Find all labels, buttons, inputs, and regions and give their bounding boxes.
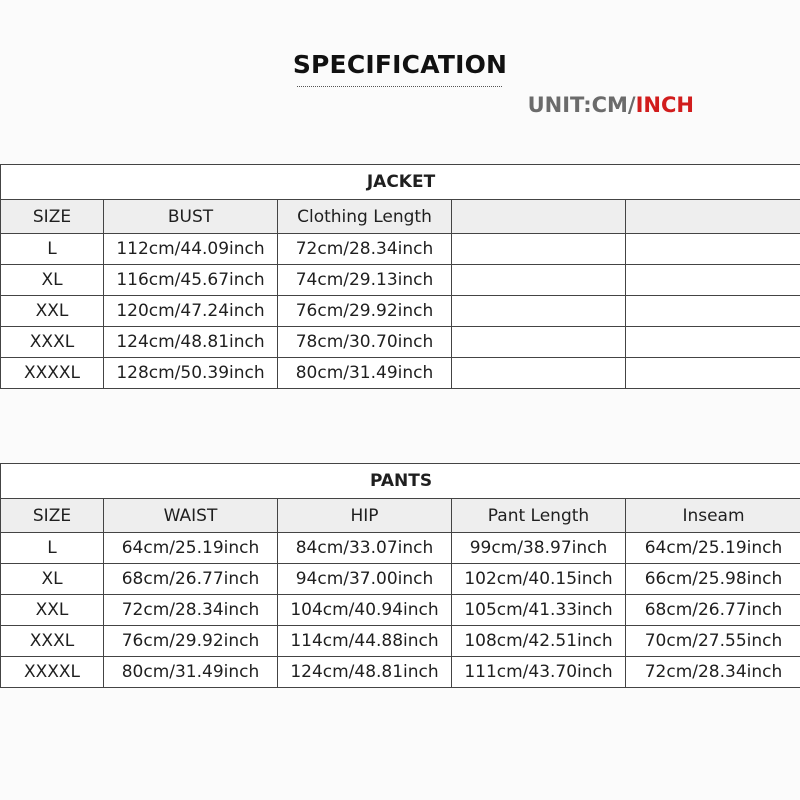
- length-cell: 80cm/31.49inch: [278, 358, 452, 389]
- unit-prefix: UNIT:CM/: [527, 93, 636, 117]
- size-cell: XXL: [1, 595, 104, 626]
- pant-length-cell: 108cm/42.51inch: [452, 626, 626, 657]
- column-header: [626, 200, 800, 234]
- pant-length-cell: 99cm/38.97inch: [452, 533, 626, 564]
- inseam-cell: 72cm/28.34inch: [626, 657, 800, 688]
- column-header: BUST: [104, 200, 278, 234]
- hip-cell: 104cm/40.94inch: [278, 595, 452, 626]
- size-cell: L: [1, 234, 104, 265]
- jacket-title-row: [1, 165, 800, 200]
- inseam-cell: 66cm/25.98inch: [626, 564, 800, 595]
- table-row: [1, 657, 800, 688]
- empty-cell: [626, 358, 800, 389]
- jacket-size-table: [0, 164, 800, 389]
- size-cell: XXXL: [1, 626, 104, 657]
- size-cell: L: [1, 533, 104, 564]
- page-title: SPECIFICATION: [292, 50, 508, 79]
- size-cell: XXXXL: [1, 358, 104, 389]
- waist-cell: 64cm/25.19inch: [104, 533, 278, 564]
- bust-cell: 116cm/45.67inch: [104, 265, 278, 296]
- column-header: HIP: [278, 499, 452, 533]
- column-header: [452, 200, 626, 234]
- column-header: SIZE: [1, 200, 104, 234]
- length-cell: 76cm/29.92inch: [278, 296, 452, 327]
- pants-title: PANTS: [1, 464, 800, 499]
- bust-cell: 120cm/47.24inch: [104, 296, 278, 327]
- hip-cell: 94cm/37.00inch: [278, 564, 452, 595]
- hip-cell: 84cm/33.07inch: [278, 533, 452, 564]
- pants-size-table: [0, 463, 800, 688]
- empty-cell: [452, 265, 626, 296]
- pant-length-cell: 102cm/40.15inch: [452, 564, 626, 595]
- pants-header-row: [1, 499, 800, 533]
- column-header: WAIST: [104, 499, 278, 533]
- empty-cell: [452, 327, 626, 358]
- empty-cell: [452, 234, 626, 265]
- table-row: [1, 564, 800, 595]
- jacket-title: JACKET: [1, 165, 800, 200]
- empty-cell: [626, 234, 800, 265]
- bust-cell: 112cm/44.09inch: [104, 234, 278, 265]
- table-row: [1, 327, 800, 358]
- column-header: Clothing Length: [278, 200, 452, 234]
- table-row: [1, 296, 800, 327]
- size-cell: XXXL: [1, 327, 104, 358]
- table-row: [1, 234, 800, 265]
- unit-label: [528, 93, 694, 117]
- pants-title-row: [1, 464, 800, 499]
- hip-cell: 124cm/48.81inch: [278, 657, 452, 688]
- inseam-cell: 68cm/26.77inch: [626, 595, 800, 626]
- empty-cell: [626, 265, 800, 296]
- length-cell: 78cm/30.70inch: [278, 327, 452, 358]
- bust-cell: 128cm/50.39inch: [104, 358, 278, 389]
- size-cell: XXL: [1, 296, 104, 327]
- size-cell: XL: [1, 265, 104, 296]
- table-row: [1, 595, 800, 626]
- empty-cell: [626, 327, 800, 358]
- inseam-cell: 70cm/27.55inch: [626, 626, 800, 657]
- table-row: [1, 358, 800, 389]
- table-row: [1, 265, 800, 296]
- pant-length-cell: 111cm/43.70inch: [452, 657, 626, 688]
- length-cell: 72cm/28.34inch: [278, 234, 452, 265]
- table-row: [1, 626, 800, 657]
- empty-cell: [626, 296, 800, 327]
- column-header: Pant Length: [452, 499, 626, 533]
- inseam-cell: 64cm/25.19inch: [626, 533, 800, 564]
- size-cell: XL: [1, 564, 104, 595]
- unit-inch: INCH: [635, 93, 694, 117]
- waist-cell: 72cm/28.34inch: [104, 595, 278, 626]
- column-header: SIZE: [1, 499, 104, 533]
- empty-cell: [452, 296, 626, 327]
- size-cell: XXXXL: [1, 657, 104, 688]
- pant-length-cell: 105cm/41.33inch: [452, 595, 626, 626]
- bust-cell: 124cm/48.81inch: [104, 327, 278, 358]
- hip-cell: 114cm/44.88inch: [278, 626, 452, 657]
- table-row: [1, 533, 800, 564]
- column-header: Inseam: [626, 499, 800, 533]
- length-cell: 74cm/29.13inch: [278, 265, 452, 296]
- waist-cell: 68cm/26.77inch: [104, 564, 278, 595]
- empty-cell: [452, 358, 626, 389]
- title-underline: [297, 86, 502, 87]
- waist-cell: 80cm/31.49inch: [104, 657, 278, 688]
- jacket-header-row: [1, 200, 800, 234]
- waist-cell: 76cm/29.92inch: [104, 626, 278, 657]
